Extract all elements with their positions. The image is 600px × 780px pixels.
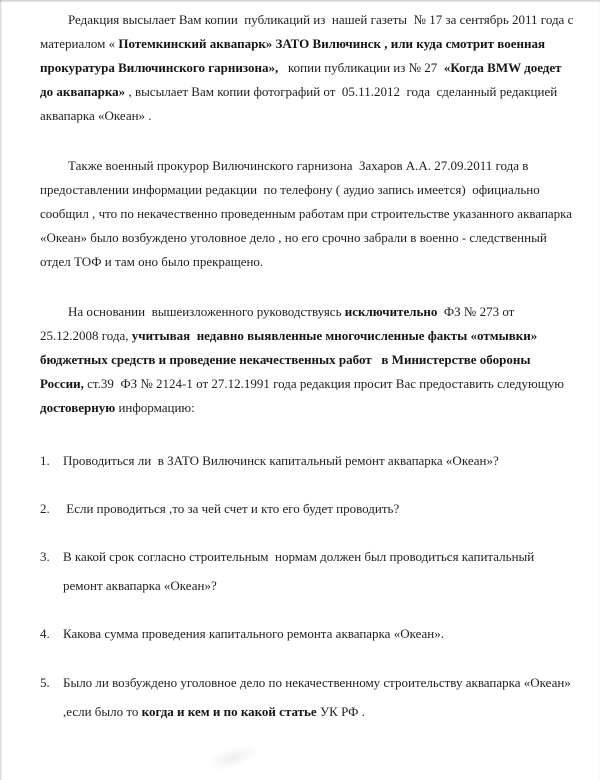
text-segment: ст.39 ФЗ № 2124-1 от 27.12.1991 года редакция просит Вас предоставить следующую (83, 376, 568, 391)
text-segment: УК РФ . (316, 704, 365, 719)
text-segment: На основании вышеизложенного руководствуясь (68, 304, 345, 319)
text-segment: В какой срок согласно строительным нормам должен был проводиться капитальный ремонт аквапарка «Океан»? (63, 549, 538, 593)
scan-smudge (203, 740, 261, 776)
text-segment: информацию: (115, 400, 195, 415)
question-number: 3. (40, 549, 50, 564)
question-item-5 (40, 668, 574, 726)
text-segment: , высылает Вам копии фотографий от 05.11.2012 года сделанный редакцией аквапарка «Океан» . (40, 84, 561, 123)
text-segment: достоверную (40, 400, 116, 415)
text-segment: ФЗ № 273 от 25.12.2008 года, (40, 304, 518, 343)
text-segment: Какова сумма проведения капитального ремонта аквапарка «Океан». (63, 626, 444, 641)
paragraph-publications (40, 8, 577, 128)
question-number: 1. (40, 453, 50, 468)
paragraph-prosecutor-statement (40, 154, 574, 274)
text-segment: Редакция высылает Вам копии публикаций из нашей газеты № 17 за сентябрь 2011 года с материалом « (40, 12, 577, 51)
question-text (63, 501, 399, 516)
question-number: 4. (40, 626, 50, 641)
question-number: 2. (40, 501, 50, 516)
question-text (63, 549, 537, 593)
text-segment: Также военный прокурор Вилючинского гарнизона Захаров А.А. 27.09.2011 года в предоставлении информации редакции по телефону ( аудио запись имеется) официально сообщил , что по некачественно проведенным работам при строительстве указанного аквапарка «Океан» было возбуждено уголовное дело , но его срочно забрали в военно - следственный отдел ТОФ и там оно было прекращено. (40, 158, 576, 269)
question-item-4 (40, 619, 574, 648)
text-segment: копии публикации из № 27 (278, 60, 444, 75)
text-segment: Если проводиться ,то за чей счет и кто его будет проводить? (63, 501, 400, 516)
question-item-3 (40, 542, 574, 600)
text-segment: учитывая недавно выявленные многочисленные факты «отмывки» бюджетных средств и проведение некачественных работ в Министерстве обороны России, (40, 328, 541, 391)
text-segment: исключительно (344, 304, 438, 319)
text-segment: Проводиться ли в ЗАТО Вилючинск капитальный ремонт аквапарка «Океан»? (63, 453, 499, 468)
question-text (63, 626, 444, 641)
question-text (63, 453, 499, 468)
question-list (40, 446, 574, 726)
question-item-2 (40, 494, 574, 523)
text-segment: Было ли возбуждено уголовное дело по некачественному строительству аквапарка «Океан» ,если было то (63, 675, 575, 719)
question-number: 5. (40, 675, 50, 690)
question-item-1 (40, 446, 574, 475)
text-segment: Потемкинский аквапарк» ЗАТО Вилючинск , или куда смотрит военная прокуратура Вилючинского гарнизона», (40, 36, 549, 75)
text-segment: «Когда BMW доедет до аквапарка» (40, 60, 565, 99)
paragraph-legal-basis (40, 300, 574, 420)
text-segment: когда и кем и по какой статье (141, 704, 317, 719)
question-text (63, 675, 574, 719)
